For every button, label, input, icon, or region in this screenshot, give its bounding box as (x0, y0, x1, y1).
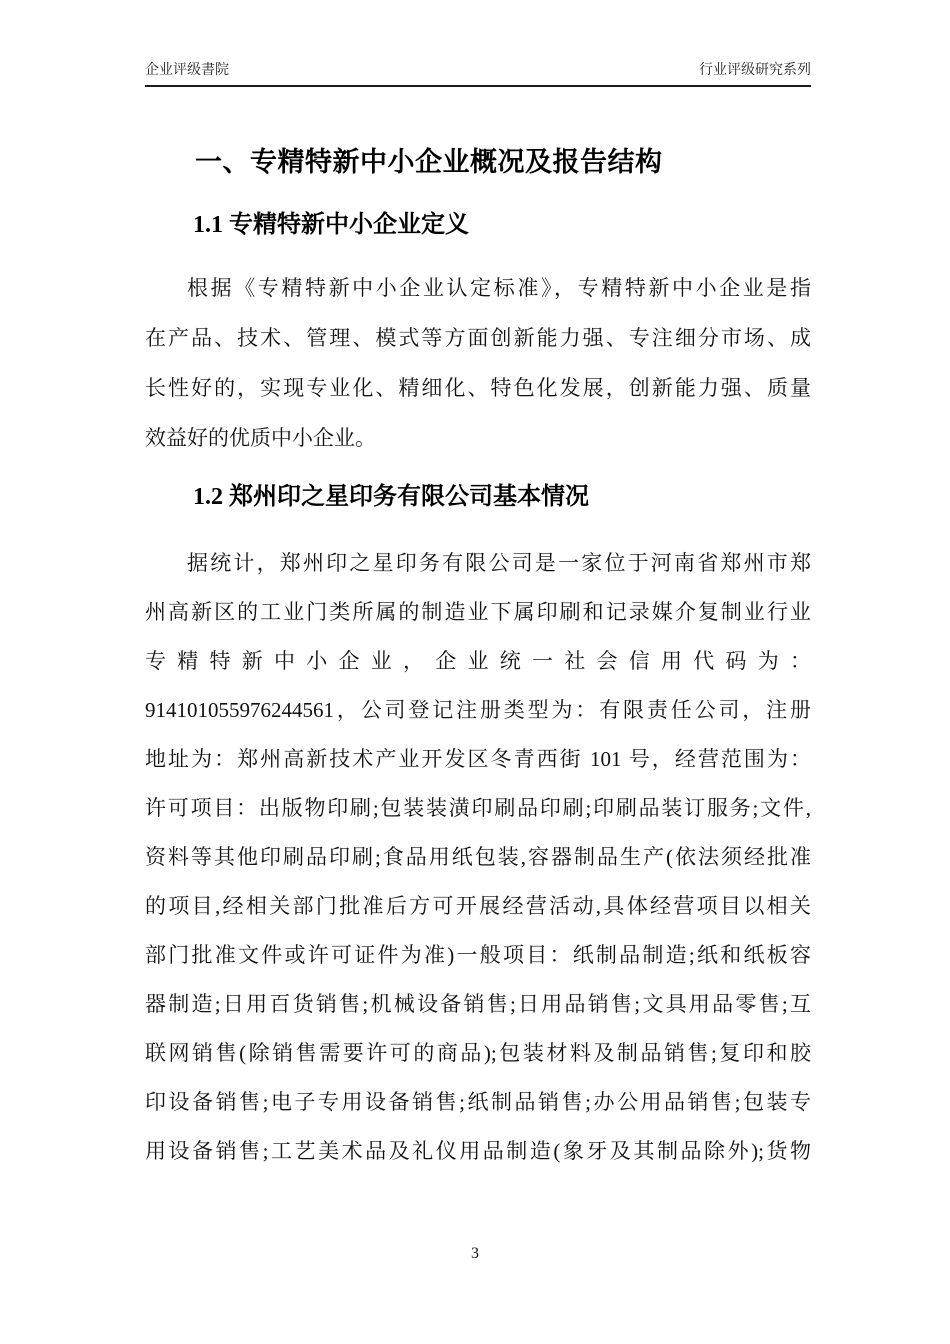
header-left-text: 企业评级書院 (145, 61, 229, 77)
page-number: 3 (471, 1245, 479, 1262)
paragraph-company-info (145, 539, 811, 1176)
section-heading-1-1: 1.1 专精特新中小企业定义 (193, 212, 469, 238)
text-line: 据统计，郑州印之星印务有限公司是一家位于河南省郑州市郑 (187, 551, 811, 575)
text-line: 效益好的优质中小企业。 (145, 426, 376, 450)
text-line: 根据《专精特新中小企业认定标准》，专精特新中小企业是指 (187, 276, 811, 300)
text-line: 器制造;日用百货销售;机械设备销售;日用品销售;文具用品零售;互 (145, 992, 811, 1016)
text-line: 地址为：郑州高新技术产业开发区冬青西街 101 号，经营范围为： (145, 747, 811, 771)
text-line: 914101055976244561，公司登记注册类型为：有限责任公司，注册 (145, 698, 811, 722)
text-line: 联网销售(除销售需要许可的商品);包装材料及制品销售;复印和胶 (145, 1041, 811, 1065)
section-heading-1-2: 1.2 郑州印之星印务有限公司基本情况 (193, 484, 589, 510)
text-line: 在产品、技术、管理、模式等方面创新能力强、专注细分市场、成 (145, 326, 811, 350)
header-right-text: 行业评级研究系列 (699, 61, 811, 77)
text-line: 长性好的，实现专业化、精细化、特色化发展，创新能力强、质量 (145, 376, 811, 400)
paragraph-definition (145, 263, 811, 463)
text-line: 州高新区的工业门类所属的制造业下属印刷和记录媒介复制业行业 (145, 600, 811, 624)
text-line: 的项目,经相关部门批准后方可开展经营活动,具体经营项目以相关 (145, 894, 811, 918)
page-header (145, 59, 811, 87)
text-line: 部门批准文件或许可证件为准)一般项目：纸制品制造;纸和纸板容 (145, 943, 811, 967)
document-title: 一、专精特新中小企业概况及报告结构 (195, 147, 663, 177)
text-line: 印设备销售;电子专用设备销售;纸制品销售;办公用品销售;包装专 (145, 1090, 811, 1114)
text-line: 用设备销售;工艺美术品及礼仪用品制造(象牙及其制品除外);货物 (145, 1139, 811, 1163)
text-line: 许可项目：出版物印刷;包装装潢印刷品印刷;印刷品装订服务;文件, (145, 796, 811, 820)
text-line: 专精特新中小企业，企业统一社会信用代码为： (145, 649, 811, 673)
text-line: 资料等其他印刷品印刷;食品用纸包装,容器制品生产(依法须经批准 (145, 845, 811, 869)
